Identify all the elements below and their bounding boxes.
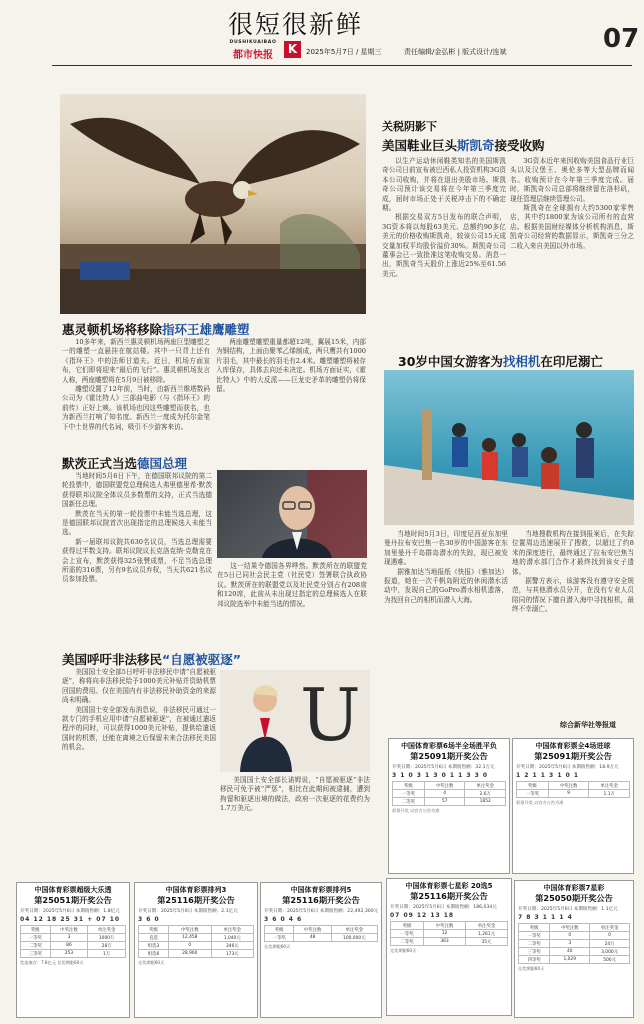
logo-icon: K [284, 41, 301, 58]
table-cell: 二等奖 [393, 798, 425, 806]
lottery-prize-table [392, 781, 506, 806]
lottery-meta: 开奖日期：2025年5月6日 本期销售额：1.8亿元 [20, 909, 120, 914]
table-cell: 二等奖 [391, 938, 424, 946]
lottery-meta: 开奖日期：2025年5月6日 本期销售额：18.9万元 [516, 765, 619, 770]
table-cell: 1,029 [550, 956, 590, 964]
svg-text:U: U [300, 673, 361, 757]
lottery-prize-table [390, 921, 508, 946]
table-cell: 单注奖金 [211, 926, 253, 934]
paper-name: 都市快报 [233, 50, 273, 61]
table-cell: 3 [550, 940, 590, 948]
rescue-boat-photo [384, 370, 634, 525]
eagle-headline-highlight: 指环王雄鹰雕塑 [162, 322, 250, 337]
table-cell: 0 [590, 932, 630, 940]
table-row [139, 934, 254, 942]
lottery-notice [134, 882, 258, 1018]
tourist-paragraph: 当地搜救机构在接到报案后，在失踪位置周边迅速展开了搜救，以超过了约8米的深度进行，最终通过了拉布安巴焦当地的潜水部门合作才最终找到该女子遗体。 [512, 530, 634, 576]
paper-logo [218, 40, 288, 64]
eagle-paragraph: 雕塑设置了12年前，当时，由新西兰维塔数码公司为《霍比特人》三部曲电影（与《指环王》的前传）正好上映。该机场也因这些雕塑而获名，也为新西兰打响了知名度。新西兰一度成为托尔金笔下中土世界的代名词，吸引不少游客来访。 [62, 385, 210, 431]
table-cell: 3,000元 [590, 948, 630, 956]
section-title: 很短很新鲜 [228, 10, 364, 39]
table-cell: 二等奖 [519, 940, 550, 948]
table-cell: 28万 [88, 942, 126, 950]
table-cell: 35元 [466, 938, 508, 946]
table-cell: 一等奖 [21, 934, 51, 942]
table-row [21, 926, 126, 934]
lottery-prize-table [518, 923, 630, 964]
table-row [391, 930, 508, 938]
merz-paragraph: 新一届联邦议院共630名议员，当选总理需要获得过半数支持。联邦议院议长克洛克纳·克勒克在会上宣布，默茨获得325张赞成票，不足当选总理所需的316票，另有9名议员弃权，当天共621名议员参加投票。 [62, 537, 212, 584]
table-cell: 单注奖金 [88, 926, 126, 934]
table-cell: 1852 [465, 798, 506, 806]
table-cell: 三等奖 [519, 948, 550, 956]
table-row [139, 926, 254, 934]
table-cell: 100,000元 [331, 934, 377, 942]
tourist-source: 综合新华社等报道 [560, 721, 616, 729]
lottery-winning-numbers: 1 2 1 1 3 1 0 1 [516, 772, 580, 779]
customs-paragraph: 3G资本近年来因收购美国食品行业巨头以及汉堡王、奥伦多等大型品牌而闻名。收购预计在今年第三季度完成。届时，斯凯奇公司总部将继续留在洛杉矶，现任管理层继续管理公司。 [510, 157, 634, 203]
table-row [393, 790, 506, 798]
table-row [139, 950, 254, 958]
merz-headline-plain: 默茨正式当选 [62, 456, 138, 471]
table-row [519, 932, 630, 940]
table-row [265, 926, 378, 934]
table-cell: 253 [50, 950, 88, 958]
table-row [391, 938, 508, 946]
customs-kicker: 关税阴影下 [382, 120, 437, 133]
us-headline-plain: 美国呼吁非法移民 [62, 652, 163, 667]
customs-title [382, 136, 632, 154]
table-cell: 奖级 [519, 924, 550, 932]
merz-paragraph: 当地时间5月6日下午，在德国联邦议院的第二轮投票中，德国联盟党总理候选人弗里德里希·默茨获得联邦议院全体议员多数票的支持，正式当选德国新任总理。 [62, 472, 212, 509]
table-cell: 组选6 [139, 950, 169, 958]
lottery-game-name: 中国体育彩票6场半全场胜平负 [401, 742, 497, 750]
merz-headline-highlight: 德国总理 [137, 456, 188, 471]
lottery-winning-numbers: 3 1 0 3 1 3 0 1 1 3 3 0 [392, 772, 489, 779]
lottery-winning-numbers: 3 6 0 [138, 916, 160, 923]
tourist-headline [398, 352, 603, 370]
lottery-game-name: 中国体育彩票全4场进球 [535, 742, 611, 750]
lottery-winning-numbers: 3 6 0 4 6 [264, 916, 303, 923]
table-cell: 奖级 [517, 782, 549, 790]
table-row [519, 940, 630, 948]
lottery-notice [514, 880, 634, 1018]
lottery-prize-table [20, 925, 126, 958]
table-cell: 单注奖金 [465, 782, 506, 790]
merz-paragraph: 默茨在当天的第一轮投票中未能当选总理，这是德国联邦议院首次出现指定的总理候选人未能当选。 [62, 509, 212, 537]
table-cell: 中奖注数 [550, 924, 590, 932]
table-row [21, 950, 126, 958]
eagle-paragraph: 两座雕塑雕塑重量都超12吨，翼展15米，内部为钢结构，上面由聚苯乙烯制成，两只鹰共有1000片羽毛，其中最长的羽毛有2.4米。雕塑雕塑将被存入库保存，具体去向还未决定。机场方面证实，《霍比特人》中的大反派——巨龙史矛革的雕塑仍将保留。 [216, 338, 366, 394]
tourist-paragraph: 当地时间5月3日，印度尼西亚东加里曼丹拉布安巴焦一名30岁的中国游客在东加里曼丹千岛群岛潜水的失踪，现已被发现遇难。 [384, 530, 508, 567]
table-row [393, 782, 506, 790]
table-row [517, 782, 630, 790]
table-row [517, 790, 630, 798]
table-cell: 500元 [590, 956, 630, 964]
eagle-illustration [60, 94, 366, 314]
lottery-winning-numbers: 7 8 3 1 1 1 4 [518, 914, 573, 921]
table-cell: 48 [294, 934, 331, 942]
tourist-headline-plain: 30岁中国女游客为 [398, 354, 503, 369]
lottery-meta: 开奖日期：2025年5月6日 本期销售额：1.1亿元 [518, 907, 618, 912]
table-cell: 12,458 [169, 934, 211, 942]
us-col-2 [220, 776, 370, 814]
editor-line: 责任编辑/金弘彬 | 版式设计/连斌 [404, 48, 507, 56]
table-cell: 中奖注数 [169, 926, 211, 934]
lottery-game-name: 中国体育彩票超级大乐透 [34, 886, 112, 894]
table-cell: 奖级 [265, 926, 294, 934]
lottery-prize-table [138, 925, 254, 958]
lottery-issue: 第25116期开奖公告 [282, 895, 360, 905]
us-headline-highlight: “自愿被驱逐” [162, 652, 241, 667]
lottery-issue: 第25051期开奖公告 [34, 895, 112, 905]
masthead-rule [52, 65, 632, 66]
table-cell: 奖级 [21, 926, 51, 934]
us-col-1 [62, 668, 216, 753]
lottery-footnote: 彩票开奖 以官方公告为准 [516, 800, 564, 805]
lottery-issue: 第25091期开奖公告 [410, 751, 488, 761]
customs-title-highlight: 斯凯奇 [457, 138, 495, 153]
customs-paragraph: 斯凯奇在全球拥有大约5300家零售店，其中约1800家为该公司所有的直营店。根据美国财经媒体分析机构消息，斯凯奇公司经营的数据显示，斯凯奇三分之二收入来自美国以外市场。 [510, 204, 634, 250]
tourist-col-1 [384, 530, 508, 605]
customs-paragraph: 以生产运动休闲鞋类知名的美国斯凯奇公司日前宣布被巴西私人投资机构3G资本公司收购，并将在退出美股市场。斯凯奇公司预计该交易将在今年第三季度完成，届时市场正处于关税冲击下的不确定期。 [382, 157, 506, 213]
us-paragraph: 美国国土安全部5日呼吁非法移民申请“自愿被驱逐”，称将向非法移民给予1000美元补贴并资助机票回国的费用。仅在美国内有非法移民补助资金的来源尚未明确。 [62, 668, 216, 705]
merz-paragraph: 这一结果令德国各界哗然。默茨所在的联盟党在5日已同社会民主党（社民党）签署联合执政协议。默茨所在的联盟党以及社民党分别占有208席和120席，此前从未出现过指定的总理候选人在联邦议院选举中未能当选的情况。 [217, 562, 367, 608]
us-paragraph: 美国国土安全部长诺姆说，“自愿被驱逐”非法移民可免予被“严惩”，相比在此期间被逮捕，遭到拘留和驱逐出境的做法，政府一次驱逐的花费约为1.7万美元。 [220, 776, 370, 813]
tourist-headline-highlight: 找相机 [502, 354, 541, 369]
date-line: 2025年5月7日 / 星期三 [306, 48, 382, 56]
lottery-game-name: 中国体育彩票排列5 [290, 886, 352, 894]
table-row [393, 798, 506, 806]
lottery-game-name: 中国体育彩票7星彩 [543, 884, 605, 892]
table-cell: 中奖注数 [50, 926, 88, 934]
eagle-headline-plain: 惠灵顿机场将移除 [62, 322, 163, 337]
customs-paragraph: 根据交易双方5日发布的联合声明，3G资本将以每股63美元、总额约90多亿美元的价格收购斯凯奇，较该公司15天成交量加权平均股价溢价30%。斯凯奇公司董事会已一致批准这笔收购交易。消息一出，斯凯奇当天股价上涨近25%至61.56美元。 [382, 213, 506, 278]
table-cell: 3 [50, 934, 88, 942]
tourist-paragraph: 据雅加达当地报纸《快报》（雅加达）报道，她在一次千帆岛附近的休闲潜水活动中，发现自己的GoPro潜水相机遗落，为找回自己的相机而潜入大海。 [384, 567, 508, 604]
table-cell: 57 [424, 798, 465, 806]
lottery-meta: 开奖日期：2025年5月6日 本期销售额：32.1万元 [392, 765, 495, 770]
table-cell: 0 [550, 932, 590, 940]
table-cell: 二等奖 [21, 942, 51, 950]
table-row [21, 934, 126, 942]
table-cell: 40 [550, 948, 590, 956]
table-row [265, 934, 378, 942]
eagle-paragraph: 10多年来，新西兰惠灵顿机场两座巨型雕塑之一的雕塑一直悬挂在航站楼。其中一只背上还有《指环王》中的法师甘道夫。近日，机场方面宣布，它们即将迎来“最后的飞行”。惠灵顿机场发言人称，两座雕塑将在5月9日被移除。 [62, 338, 210, 384]
table-cell: 单注奖金 [590, 924, 630, 932]
table-cell: 四等奖 [519, 956, 550, 964]
table-cell: 2.6万 [465, 790, 506, 798]
merz-col-1 [62, 472, 212, 585]
table-cell: 一等奖 [519, 932, 550, 940]
eagle-sculpture-photo [60, 94, 366, 314]
lottery-footnote: 兑奖期限60天 [518, 966, 545, 971]
tourist-headline-tail: 在印尼溺亡 [540, 354, 603, 369]
table-cell: 86 [50, 942, 88, 950]
lottery-meta: 开奖日期：2025年5月6日 本期销售额：2.1亿元 [138, 909, 238, 914]
lottery-game-name: 中国体育彩票排列3 [165, 886, 227, 894]
lottery-issue: 第25050期开奖公告 [535, 893, 613, 903]
tourist-paragraph: 据警方表示，该游客没有遵守安全规范，与其他潜水员分开，在没有专业人员陪同的情况下擅自潜入海中寻找相机，最终不幸溺亡。 [512, 577, 634, 614]
table-cell: 单注奖金 [589, 782, 630, 790]
table-row [519, 956, 630, 964]
table-cell: 173元 [211, 950, 253, 958]
merz-photo [217, 470, 367, 558]
lottery-winning-numbers: 04 12 18 25 31 + 07 10 [20, 916, 121, 923]
lottery-game-name: 中国体育彩票七星彩 20选5 [405, 882, 493, 890]
lottery-prize-table [516, 781, 630, 798]
table-cell: 346元 [211, 942, 253, 950]
table-cell: 奖级 [391, 922, 424, 930]
lottery-footnote: 兑奖期限60天 [390, 948, 417, 953]
table-cell: 1万 [88, 950, 126, 958]
table-cell: 4 [424, 790, 465, 798]
customs-headline [382, 118, 632, 154]
lottery-issue: 第25116期开奖公告 [410, 891, 488, 901]
table-cell: 28,960 [169, 950, 211, 958]
table-cell: 奖级 [393, 782, 425, 790]
table-cell: 24万 [590, 940, 630, 948]
lottery-issue: 第25091期开奖公告 [534, 751, 612, 761]
lottery-notice [260, 882, 382, 1018]
lottery-issue: 第25116期开奖公告 [157, 895, 235, 905]
table-cell: 中奖注数 [424, 922, 466, 930]
lottery-footnote: 彩票开奖 以官方公告为准 [392, 808, 440, 813]
us-paragraph: 美国国土安全部发布消息说，非法移民可通过一款专门的手机应用申请“自愿被驱逐”，在被通过遣返程序的同时，可以获得1000美元补贴，提供给遣返国时的机票，还能在离境之后保留未来合法移民美国的机会。 [62, 705, 216, 752]
table-cell: 组选3 [139, 942, 169, 950]
table-cell: 1,040元 [211, 934, 253, 942]
table-cell: 一等奖 [393, 790, 425, 798]
table-cell: 中奖注数 [294, 926, 331, 934]
lottery-footnote: 奖池滚存：7.8亿元 兑奖期限60天 [20, 960, 84, 965]
table-cell: 中奖注数 [548, 782, 589, 790]
table-row [139, 942, 254, 950]
eagle-col-2 [216, 338, 366, 394]
lottery-notice [388, 738, 510, 874]
lottery-meta: 开奖日期：2025年5月6日 本期销售额：186,034元 [390, 905, 497, 910]
merz-portrait [217, 470, 367, 558]
lottery-prize-table [264, 925, 378, 942]
customs-title-tail: 接受收购 [494, 138, 545, 153]
table-row [21, 942, 126, 950]
trump-illustration [220, 670, 370, 772]
table-row [519, 924, 630, 932]
table-cell: 1000万 [88, 934, 126, 942]
page-number: 07 [603, 24, 640, 54]
customs-col-2 [510, 157, 634, 251]
customs-col-1 [382, 157, 506, 279]
table-row [391, 922, 508, 930]
table-cell: 三等奖 [21, 950, 51, 958]
table-row [519, 948, 630, 956]
table-cell: 0 [169, 942, 211, 950]
lottery-footnote: 兑奖期限60天 [138, 960, 165, 965]
trump-photo [220, 670, 370, 772]
lottery-notice [16, 882, 130, 1018]
table-cell: 直选 [139, 934, 169, 942]
table-cell: 单注奖金 [331, 926, 377, 934]
table-cell: 中奖注数 [424, 782, 465, 790]
table-cell: 1.1万 [589, 790, 630, 798]
table-cell: 9 [548, 790, 589, 798]
table-cell: 一等奖 [517, 790, 549, 798]
merz-col-2 [217, 562, 367, 609]
lottery-footnote: 兑奖期限60天 [264, 944, 291, 949]
lottery-notice [386, 878, 512, 1016]
paper-pinyin: DUSHIKUAIBAO [229, 40, 277, 45]
eagle-headline [62, 320, 250, 338]
table-cell: 363 [424, 938, 466, 946]
table-cell: 1,261元 [466, 930, 508, 938]
lottery-meta: 开奖日期：2025年5月6日 本期销售额：22,492,300元 [264, 909, 378, 914]
rescue-illustration [384, 370, 634, 525]
lottery-winning-numbers: 07 09 12 13 18 [390, 912, 455, 919]
table-cell: 一等奖 [391, 930, 424, 938]
masthead [0, 0, 644, 70]
customs-title-plain: 美国鞋业巨头 [382, 138, 458, 153]
eagle-col-1 [62, 338, 210, 432]
table-cell: 奖级 [139, 926, 169, 934]
table-cell: 一等奖 [265, 934, 294, 942]
table-cell: 12 [424, 930, 466, 938]
merz-headline [62, 454, 187, 472]
tourist-col-2 [512, 530, 634, 615]
us-headline [62, 650, 241, 668]
lottery-notice [512, 738, 634, 874]
table-cell: 单注奖金 [466, 922, 508, 930]
